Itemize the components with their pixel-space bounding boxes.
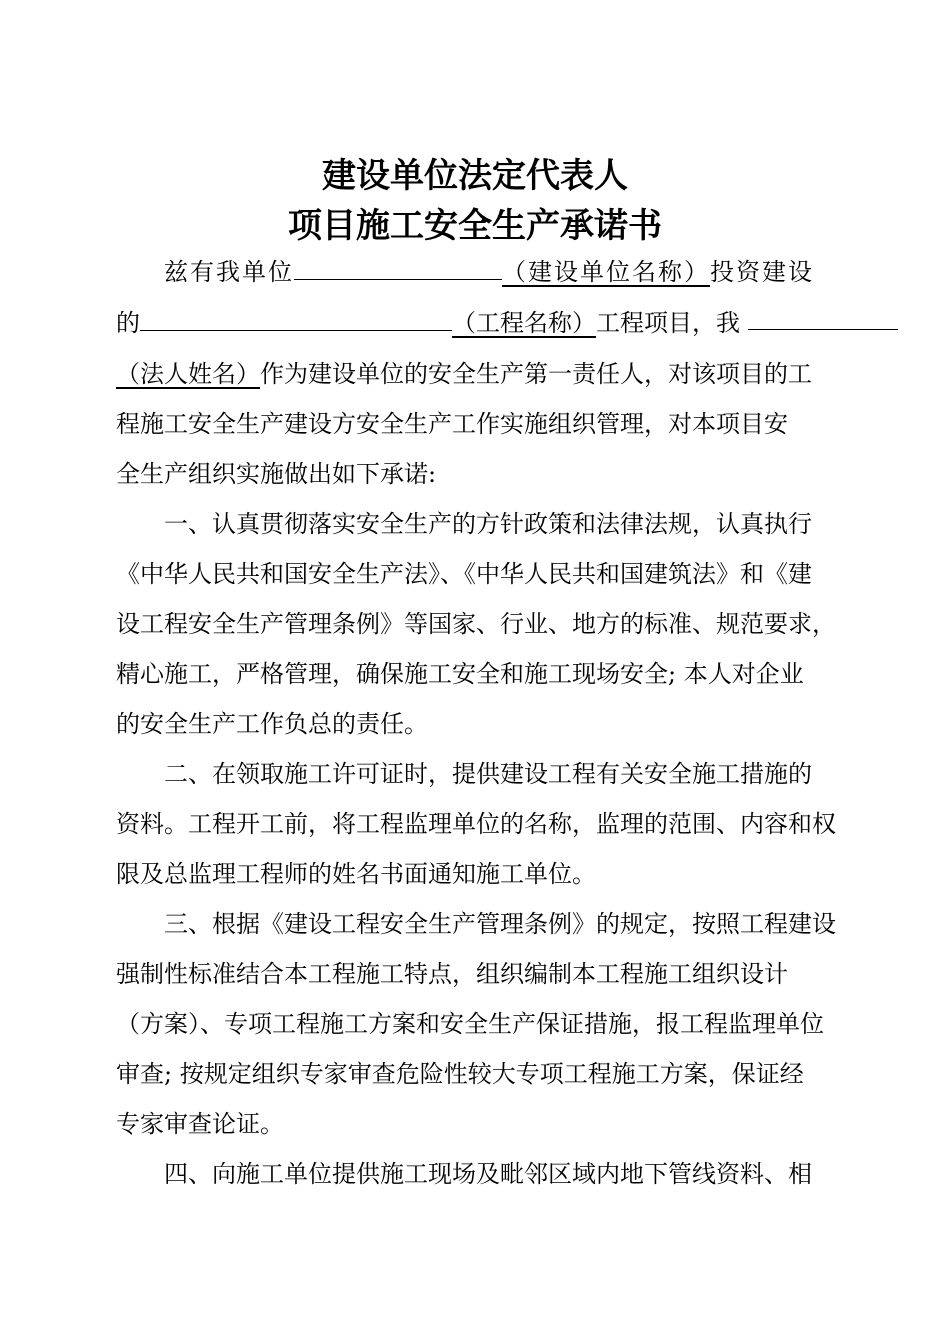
intro-line-1 [164,252,894,292]
clause-2-line: 二、在领取施工许可证时，提供建设工程有关安全施工措施的 [164,760,812,788]
intro-text: 投资建设 [710,258,814,286]
clause-1-line: 设工程安全生产管理条例》等国家、行业、地方的标准、规范要求， [116,610,836,638]
clause-3-line: （方案）、专项工程施工方案和安全生产保证措施，报工程监理单位 [116,1010,824,1038]
clause-3-line: 强制性标准结合本工程施工特点，组织编制本工程施工组织设计 [116,960,788,988]
clause-3-line: 三、根据《建设工程安全生产管理条例》的规定，按照工程建设 [164,910,836,938]
clause-4-line: 四、向施工单位提供施工现场及毗邻区域内地下管线资料、相 [164,1160,812,1188]
intro-text: 兹有我单位 [164,258,294,286]
clause-3-line: 审查; 按规定组织专家审查危险性较大专项工程施工方案，保证经 [116,1060,804,1088]
hint-unit-name: （建设单位名称） [502,258,710,286]
blank-legal-rep [748,329,898,330]
clause-1-line: 一、认真贯彻落实安全生产的方针政策和法律法规，认真执行 [164,510,812,538]
clause-2-line: 资料。工程开工前，将工程监理单位的名称，监理的范围、内容和权 [116,810,836,838]
clause-1-line: 《中华人民共和国安全生产法》、《中华人民共和国建筑法》和《建 [116,560,812,588]
clause-3-line: 专家审查论证。 [116,1110,284,1138]
intro-line-3 [116,354,846,394]
intro-line-4: 程施工安全生产建设方安全生产工作实施组织管理，对本项目安 [116,410,788,438]
intro-text: 作为建设单位的安全生产第一责任人，对该项目的工 [260,360,812,388]
clause-2-line: 限及总监理工程师的姓名书面通知施工单位。 [116,860,596,888]
blank-unit-name [294,253,502,280]
document-title-line-1: 建设单位法定代表人 [322,156,628,196]
hint-legal-rep: （法人姓名） [116,360,260,388]
clause-1-line: 的安全生产工作负总的责任。 [116,710,428,738]
intro-line-2 [116,303,846,343]
clause-1-line: 精心施工，严格管理，确保施工安全和施工现场安全; 本人对企业 [116,660,804,688]
blank-project-name [140,304,452,331]
document-title-line-2: 项目施工安全生产承诺书 [288,206,662,246]
intro-line-5: 全生产组织实施做出如下承诺: [116,460,437,488]
intro-text: 的 [116,309,140,337]
hint-project-name: （工程名称） [452,309,596,337]
intro-text: 工程项目，我 [596,309,740,337]
